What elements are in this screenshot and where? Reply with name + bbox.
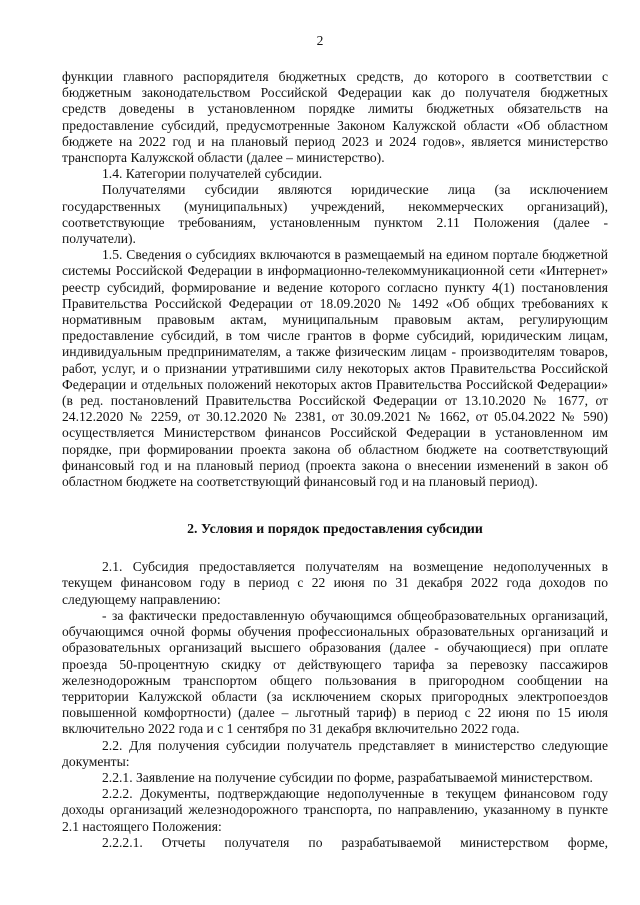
paragraph-2-2-2-1: 2.2.2.1. Отчеты получателя по разрабатываемой министерством форме, <box>102 834 608 850</box>
document-body <box>62 69 608 851</box>
paragraph-2-2: 2.2. Для получения субсидии получатель представляет в министерство следующие документы: <box>62 737 608 769</box>
paragraph-2-1: 2.1. Субсидия предоставляется получателям на возмещение недополученных в текущем финансовом году в период с 22 июня по 31 декабря 2022 года доходов по следующему направлению: <box>62 559 608 607</box>
paragraph-2-1-direction: - за фактически предоставленную обучающимся общеобразовательных организаций, обучающимся очной формы обучения профессиональных образовательных организаций и образовательных организаций высшего образования (далее - обучающиеся) при оплате проезда 50-процентную скидку от действующего тарифа за перевозку пассажиров железнодорожным транспортом общего пользования в пригородном сообщении на территории Калужской области (за исключением скорых пригородных электропоездов повышенной комфортности) (далее – льготный тариф) в период с 22 июня по 15 июля включительно 2022 года и с 1 сентября по 31 декабря включительно 2022 года. <box>62 607 608 737</box>
page-number: 2 <box>316 33 324 48</box>
paragraph-1-5: 1.5. Сведения о субсидиях включаются в размещаемый на едином портале бюджетной системы Российской Федерации в информационно-телекоммуникационной сети «Интернет» реестр субсидий, формирование и ведение которого согласно пункту 4(1) постановления Правительства Российской Федерации от 18.09.2020 № 1492 «Об общих требованиях к нормативным правовым актам, муниципальным правовым актам, регулирующим предоставление субсидий, в том числе грантов в форме субсидий, юридическим лицам, индивидуальным предпринимателям, а также физическим лицам - производителям товаров, работ, услуг, и о признании утратившими силу некоторых актов Правительства Российской Федерации и отдельных положений некоторых актов Правительства Российской Федерации» (в ред. постановлений Правительства Российской Федерации от 13.10.2020 № 1677, от 24.12.2020 № 2259, от 30.12.2020 № 2381, от 30.09.2021 № 1662, от 05.04.2022 № 590) осуществляется Министерством финансов Российской Федерации в установленном им порядке, при формировании проекта закона об областном бюджете на соответствующий финансовый год и на плановый период (проекта закона о внесении изменений в закон об областном бюджете на соответствующий финансовый год и на плановый период). <box>62 247 608 490</box>
paragraph-1-4: 1.4. Категории получателей субсидии. <box>102 166 323 182</box>
paragraph-2-2-2: 2.2.2. Документы, подтверждающие недополученные в текущем финансовом году доходы организаций железнодорожного транспорта, по направлению, указанному в пункте 2.1 настоящего Положения: <box>62 786 608 834</box>
section-2-heading: 2. Условия и порядок предоставления субсидии <box>187 521 483 537</box>
paragraph-1-4-recipients: Получателями субсидии являются юридические лица (за исключением государственных (муниципальных) учреждений, некоммерческих организаций), соответствующие требованиям, установленным пунктом 2.11 Положения (далее - получатели). <box>62 182 608 247</box>
paragraph-1-3-continued: функции главного распорядителя бюджетных средств, до которого в соответствии с бюджетным законодательством Российской Федерации как до получателя бюджетных средств доведены в установленном порядке лимиты бюджетных обязательств на предоставление субсидий, предусмотренные Законом Калужской области «Об областном бюджете на 2022 год и на плановый период 2023 и 2024 годов», является министерство транспорта Калужской области (далее – министерство). <box>62 69 608 166</box>
paragraph-2-2-1: 2.2.1. Заявление на получение субсидии по форме, разрабатываемой министерством. <box>102 769 593 785</box>
